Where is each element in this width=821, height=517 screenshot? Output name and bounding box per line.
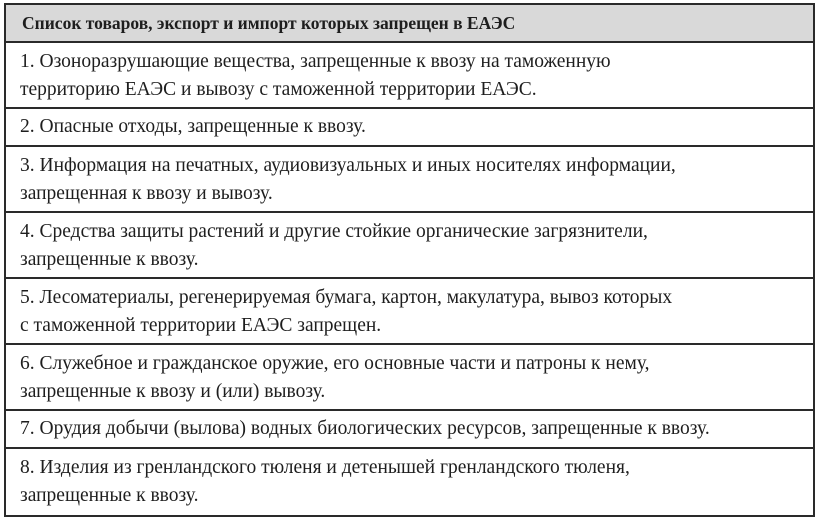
row-text: 4. Средства защиты растений и другие стойкие органические загрязнители,	[20, 221, 648, 242]
row-text: с таможенной территории ЕАЭС запрещен.	[20, 315, 382, 336]
table-header: Список товаров, экспорт и импорт которых запрещен в ЕАЭС	[6, 5, 813, 43]
prohibited-goods-table	[4, 3, 815, 517]
row-text: 6. Служебное и гражданское оружие, его основные части и патроны к нему,	[20, 353, 650, 374]
table-row	[6, 43, 813, 109]
row-text: 3. Информация на печатных, аудиовизуальных и иных носителях информации,	[20, 155, 676, 176]
table-row	[6, 109, 813, 147]
row-text: 7. Орудия добычи (вылова) водных биологических ресурсов, запрещенные к ввозу.	[20, 418, 710, 439]
table-row	[6, 279, 813, 345]
row-text: 5. Лесоматериалы, регенерируемая бумага, картон, макулатура, вывоз которых	[20, 287, 673, 308]
table-row	[6, 213, 813, 279]
table-row	[6, 449, 813, 515]
row-text: 1. Озоноразрушающие вещества, запрещенные к ввозу на таможенную	[20, 51, 611, 72]
row-text: запрещенные к ввозу и (или) вывозу.	[20, 381, 326, 402]
row-text: территорию ЕАЭС и вывозу с таможенной территории ЕАЭС.	[20, 79, 537, 100]
row-text: запрещенные к ввозу.	[20, 249, 199, 270]
table-row	[6, 411, 813, 449]
row-text: 2. Опасные отходы, запрещенные к ввозу.	[20, 116, 366, 137]
table-row	[6, 345, 813, 411]
row-text: запрещенная к ввозу и вывозу.	[20, 183, 273, 204]
row-text: 8. Изделия из гренландского тюленя и детенышей гренландского тюленя,	[20, 457, 630, 478]
row-text: запрещенные к ввозу.	[20, 485, 199, 506]
table-row	[6, 147, 813, 213]
